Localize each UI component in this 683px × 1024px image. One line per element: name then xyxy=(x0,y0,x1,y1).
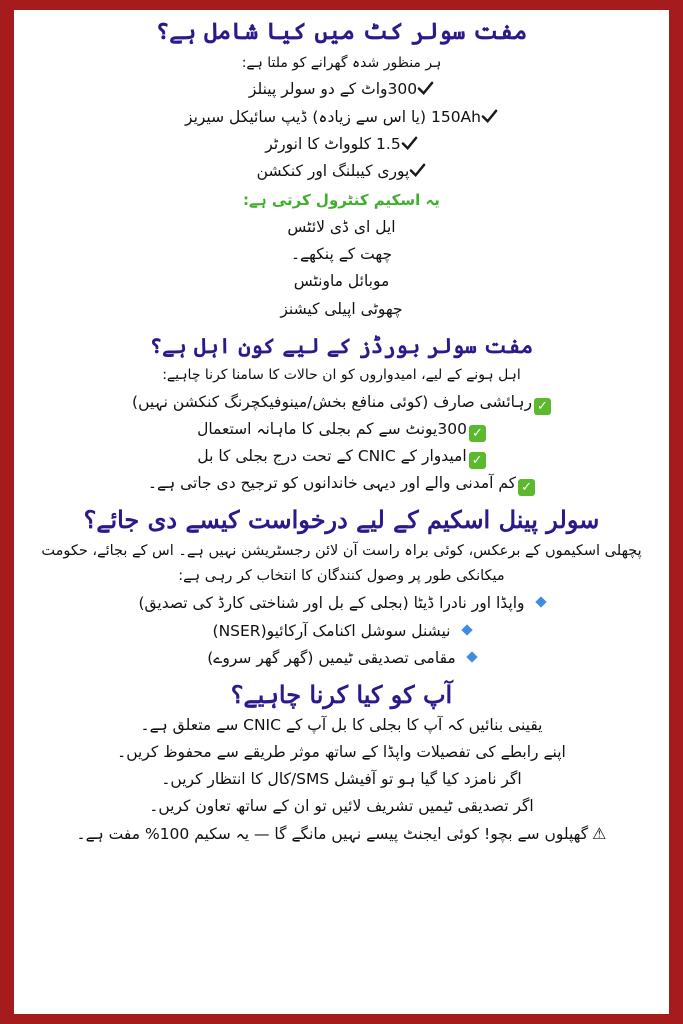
warning-line: ⚠گھپلوں سے بچو! کوئی ایجنٹ پیسے نہیں مانگے گا — یہ سکیم 100% مفت ہے۔ xyxy=(28,820,655,848)
todo-item: یقینی بنائیں کہ آپ کا بجلی کا بل آپ کے CNIC سے متعلق ہے۔ xyxy=(140,715,543,734)
todo-item: اگر نامزد کیا گیا ہو تو آفیشل SMS/کال کا انتظار کریں۔ xyxy=(161,770,522,789)
blue-diamond-icon xyxy=(461,624,472,635)
eligibility-item: ✓رہائشی صارف (کوئی منافع بخش/مینوفیکچرنگ کنکشن نہیں) xyxy=(28,389,655,416)
blue-diamond-icon xyxy=(535,597,546,608)
eligibility-title: مفت سولر بورڈز کے لیے کون اہل ہے؟ xyxy=(149,332,534,358)
warning-icon: ⚠ xyxy=(592,824,607,844)
check-box-icon: ✓ xyxy=(534,398,551,415)
kit-item: 1.5 کلوواٹ کا انورٹر xyxy=(28,131,655,158)
eligibility-intro: اہل ہونے کے لیے، امیدواروں کو ان حالات کا سامنا کرنا چاہیے: xyxy=(162,366,521,383)
todo-item: اپنے رابطے کی تفصیلات واپڈا کے ساتھ موثر طریقے سے محفوظ کریں۔ xyxy=(117,742,566,761)
apply-item: مقامی تصدیقی ٹیمیں (گھر گھر سروے) xyxy=(28,645,655,672)
kit-title: مفت سولر کٹ میں کیا شامل ہے؟ xyxy=(155,18,528,45)
check-icon xyxy=(409,162,426,179)
blue-diamond-icon xyxy=(466,651,477,662)
eligibility-list xyxy=(28,389,655,498)
todo-list xyxy=(28,712,655,849)
apply-item: واپڈا اور نادرا ڈیٹا (بجلی کے بل اور شناختی کارڈ کی تصدیق) xyxy=(28,590,655,617)
eligibility-item: ✓امیدوار کے CNIC کے تحت درج بجلی کا بل xyxy=(28,443,655,470)
kit-item: پوری کیبلنگ اور کنکشن xyxy=(28,158,655,185)
kit-item: 150Ah (یا اس سے زیادہ) ڈیپ سائیکل سیریز xyxy=(28,104,655,131)
eligibility-item: ✓کم آمدنی والے اور دیہی خاندانوں کو ترجیح دی جاتی ہے۔ xyxy=(28,470,655,497)
control-item: چھوٹی اپیلی کیشنز xyxy=(280,299,403,318)
check-box-icon: ✓ xyxy=(518,479,535,496)
document-page xyxy=(14,10,669,1014)
check-icon xyxy=(481,108,498,125)
apply-paragraph: پچھلی اسکیموں کے برعکس، کوئی براہ راست آن لائن رجسٹریشن نہیں ہے۔ اس کے بجائے، حکومت میکانکی طور پر وصول کنندگان کا انتخاب کر رہی ہے: xyxy=(41,543,642,584)
control-title: یہ اسکیم کنٹرول کرتی ہے: xyxy=(243,190,440,209)
control-item: ایل ای ڈی لائٹس xyxy=(287,218,396,237)
apply-title: سولر پینل اسکیم کے لیے درخواست کیسے دی جائے؟ xyxy=(83,505,600,535)
check-box-icon: ✓ xyxy=(469,425,486,442)
kit-list xyxy=(28,76,655,185)
todo-title: آپ کو کیا کرنا چاہیے؟ xyxy=(230,679,453,709)
apply-item: نیشنل سوشل اکنامک آرکائیو(NSER) xyxy=(28,618,655,645)
control-list xyxy=(28,214,655,323)
eligibility-item: ✓300یونٹ سے کم بجلی کا ماہانہ استعمال xyxy=(28,416,655,443)
control-item: چھت کے پنکھے۔ xyxy=(290,245,393,264)
check-icon xyxy=(401,135,418,152)
control-item: موبائل ماونٹس xyxy=(293,272,390,291)
apply-list xyxy=(28,590,655,671)
kit-item: 300واٹ کے دو سولر پینلز xyxy=(28,76,655,103)
todo-item: اگر تصدیقی ٹیمیں تشریف لائیں تو ان کے ساتھ تعاون کریں۔ xyxy=(149,797,534,816)
check-box-icon: ✓ xyxy=(469,452,486,469)
check-icon xyxy=(417,80,434,97)
kit-intro: ہر منظور شدہ گھرانے کو ملتا ہے: xyxy=(241,54,442,71)
